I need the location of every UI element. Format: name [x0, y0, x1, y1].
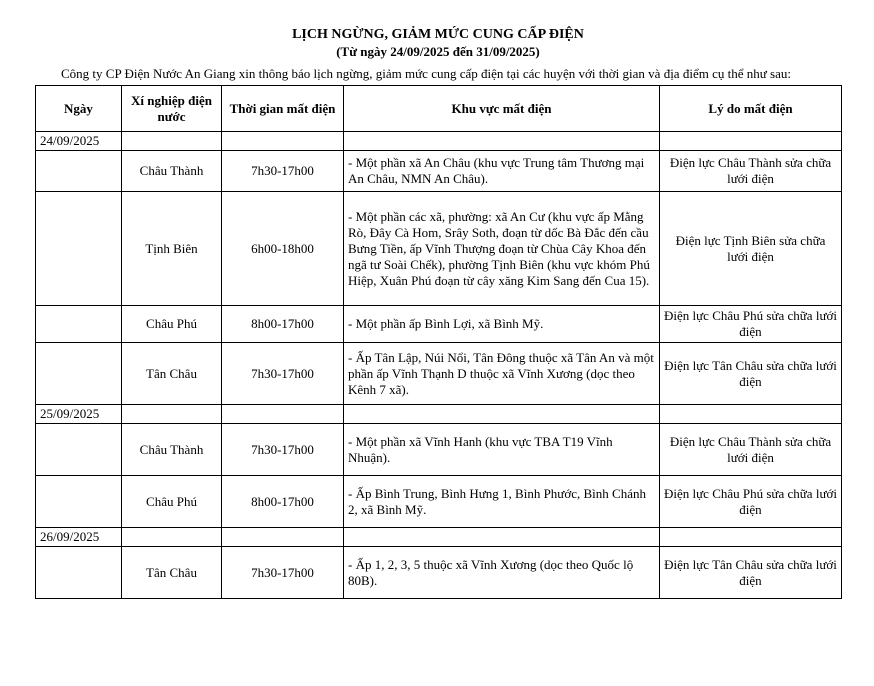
unit-cell: Châu Thành — [122, 424, 222, 476]
time-cell: 7h30-17h00 — [222, 151, 344, 192]
table-row — [36, 192, 842, 306]
document-title: LỊCH NGỪNG, GIẢM MỨC CUNG CẤP ĐIỆN — [292, 27, 584, 42]
date-cell: 26/09/2025 — [36, 528, 122, 547]
area-cell: - Một phần các xã, phường: xã An Cư (khu vực ấp Mằng Rò, Đây Cà Hom, Srây Soth, đoạn từ dốc Bà Đắc đến cầu Bưng Tiền, ấp Vĩnh Thượng đoạn từ Chùa Cây Khoa đến ngã tư Soài Chếk), phường Tịnh Biên (khu vực khóm Phú Hiệp, Xuân Phú đoạn từ cây xăng Kim Sang đến Cua 15). — [344, 192, 660, 306]
table-row — [36, 151, 842, 192]
time-cell: 7h30-17h00 — [222, 547, 344, 599]
unit-cell: Tịnh Biên — [122, 192, 222, 306]
date-row — [36, 132, 842, 151]
table-row — [36, 476, 842, 528]
time-cell: 8h00-17h00 — [222, 476, 344, 528]
date-cell: 24/09/2025 — [36, 132, 122, 151]
table-row — [36, 547, 842, 599]
time-cell: 8h00-17h00 — [222, 306, 344, 343]
time-cell: 7h30-17h00 — [222, 343, 344, 405]
time-cell: 7h30-17h00 — [222, 424, 344, 476]
intro-paragraph: Công ty CP Điện Nước An Giang xin thông báo lịch ngừng, giảm mức cung cấp điện tại các huyện với thời gian và địa điểm cụ thể như sau: — [61, 66, 791, 81]
table-row — [36, 306, 842, 343]
reason-cell: Điện lực Tân Châu sửa chữa lưới điện — [660, 547, 842, 599]
unit-cell: Châu Phú — [122, 306, 222, 343]
area-cell: - Ấp Tân Lập, Núi Nổi, Tân Đông thuộc xã Tân An và một phần ấp Vĩnh Thạnh D thuộc xã Vĩnh Xương (dọc theo Kênh 7 xã). — [344, 343, 660, 405]
date-row — [36, 528, 842, 547]
column-header-time: Thời gian mất điện — [222, 86, 344, 132]
area-cell: - Một phần xã An Châu (khu vực Trung tâm Thương mại An Châu, NMN An Châu). — [344, 151, 660, 192]
reason-cell: Điện lực Châu Phú sửa chữa lưới điện — [660, 476, 842, 528]
document-subtitle: (Từ ngày 24/09/2025 đến 31/09/2025) — [336, 44, 540, 59]
area-cell: - Một phần xã Vĩnh Hanh (khu vực TBA T19 Vĩnh Nhuận). — [344, 424, 660, 476]
reason-cell: Điện lực Châu Thành sửa chữa lưới điện — [660, 151, 842, 192]
column-header-reason: Lý do mất điện — [660, 86, 842, 132]
reason-cell: Điện lực Châu Thành sửa chữa lưới điện — [660, 424, 842, 476]
column-header-area: Khu vực mất điện — [344, 86, 660, 132]
column-header-date: Ngày — [36, 86, 122, 132]
date-row — [36, 405, 842, 424]
date-cell: 25/09/2025 — [36, 405, 122, 424]
reason-cell: Điện lực Tân Châu sửa chữa lưới điện — [660, 343, 842, 405]
unit-cell: Châu Thành — [122, 151, 222, 192]
outage-schedule-table — [35, 85, 842, 599]
area-cell: - Một phần ấp Bình Lợi, xã Bình Mỹ. — [344, 306, 660, 343]
area-cell: - Ấp Bình Trung, Bình Hưng 1, Bình Phước, Bình Chánh 2, xã Bình Mỹ. — [344, 476, 660, 528]
column-header-unit: Xí nghiệp điện nước — [122, 86, 222, 132]
reason-cell: Điện lực Tịnh Biên sửa chữa lưới điện — [660, 192, 842, 306]
unit-cell: Châu Phú — [122, 476, 222, 528]
time-cell: 6h00-18h00 — [222, 192, 344, 306]
area-cell: - Ấp 1, 2, 3, 5 thuộc xã Vĩnh Xương (dọc theo Quốc lộ 80B). — [344, 547, 660, 599]
table-header-row — [36, 86, 842, 132]
table-row — [36, 424, 842, 476]
unit-cell: Tân Châu — [122, 547, 222, 599]
reason-cell: Điện lực Châu Phú sửa chữa lưới điện — [660, 306, 842, 343]
unit-cell: Tân Châu — [122, 343, 222, 405]
table-row — [36, 343, 842, 405]
